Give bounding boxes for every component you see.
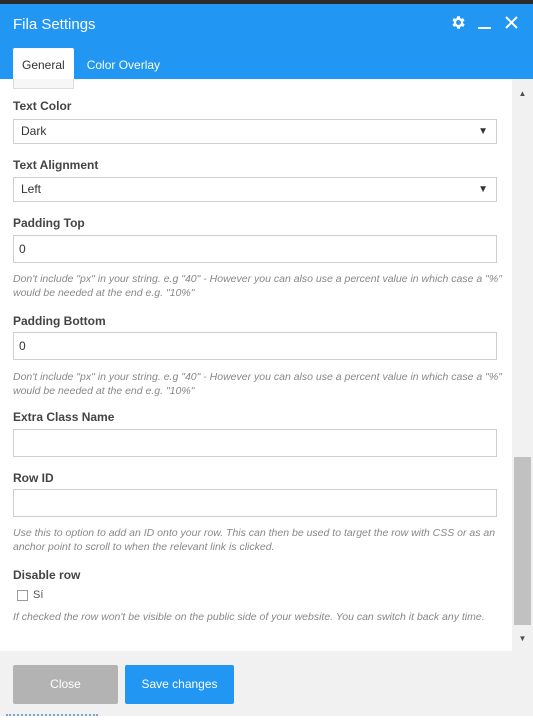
disable-row-label: Disable row	[13, 568, 81, 582]
scrollbar-thumb[interactable]	[514, 457, 531, 625]
modal-title: Fila Settings	[13, 16, 96, 33]
disable-row-option[interactable]	[17, 589, 43, 601]
padding-top-input[interactable]: 0	[13, 235, 497, 263]
text-alignment-label: Text Alignment	[13, 158, 99, 172]
padding-top-label: Padding Top	[13, 216, 85, 230]
tab-color-overlay[interactable]: Color Overlay	[86, 58, 161, 72]
modal-footer	[0, 651, 533, 716]
close-button[interactable]: Close	[13, 665, 118, 704]
text-color-select[interactable]	[13, 119, 497, 144]
disable-row-checkbox[interactable]	[17, 590, 28, 601]
extra-class-label: Extra Class Name	[13, 410, 115, 424]
tab-bar	[13, 48, 169, 83]
text-alignment-value: Left	[21, 182, 42, 196]
padding-top-help: Don't include "px" in your string. e.g "40" - However you can also use a percent value in which case a "%" would be needed at the end e.g. "10%"	[13, 273, 502, 299]
disable-row-help: If checked the row won't be visible on the public side of your website. You can switch it back any time.	[13, 611, 485, 623]
padding-bottom-label: Padding Bottom	[13, 314, 106, 328]
padding-bottom-input[interactable]: 0	[13, 332, 497, 360]
row-id-help: Use this to option to add an ID onto your row. This can then be used to target the row with CSS or as an anchor point to scroll to when the relevant link is clicked.	[13, 527, 496, 553]
tab-general[interactable]: General	[13, 48, 74, 83]
clipped-field-above	[13, 79, 74, 89]
gear-icon[interactable]	[450, 14, 467, 31]
save-changes-button[interactable]: Save changes	[125, 665, 234, 704]
text-alignment-select[interactable]	[13, 177, 497, 202]
minimize-icon[interactable]	[477, 14, 494, 31]
text-color-label: Text Color	[13, 99, 72, 113]
row-id-input[interactable]	[13, 489, 497, 517]
extra-class-input[interactable]	[13, 429, 497, 457]
modal-header	[0, 4, 533, 79]
settings-panel	[0, 79, 512, 651]
header-icons	[450, 14, 521, 31]
row-id-label: Row ID	[13, 471, 54, 485]
chevron-down-icon: ▼	[478, 184, 488, 195]
vertical-scrollbar[interactable]	[512, 79, 533, 651]
scroll-up-arrow-icon[interactable]: ▲	[518, 89, 527, 98]
text-color-value: Dark	[21, 124, 47, 138]
padding-bottom-help: Don't include "px" in your string. e.g "40" - However you can also use a percent value in which case a "%" would be needed at the end e.g. "10%"	[13, 371, 502, 397]
disable-row-checkbox-label: Sí	[33, 589, 44, 601]
background-text-fragment	[6, 714, 98, 720]
chevron-down-icon: ▼	[478, 126, 488, 137]
scroll-down-arrow-icon[interactable]: ▼	[518, 634, 527, 643]
close-icon[interactable]	[504, 14, 521, 31]
